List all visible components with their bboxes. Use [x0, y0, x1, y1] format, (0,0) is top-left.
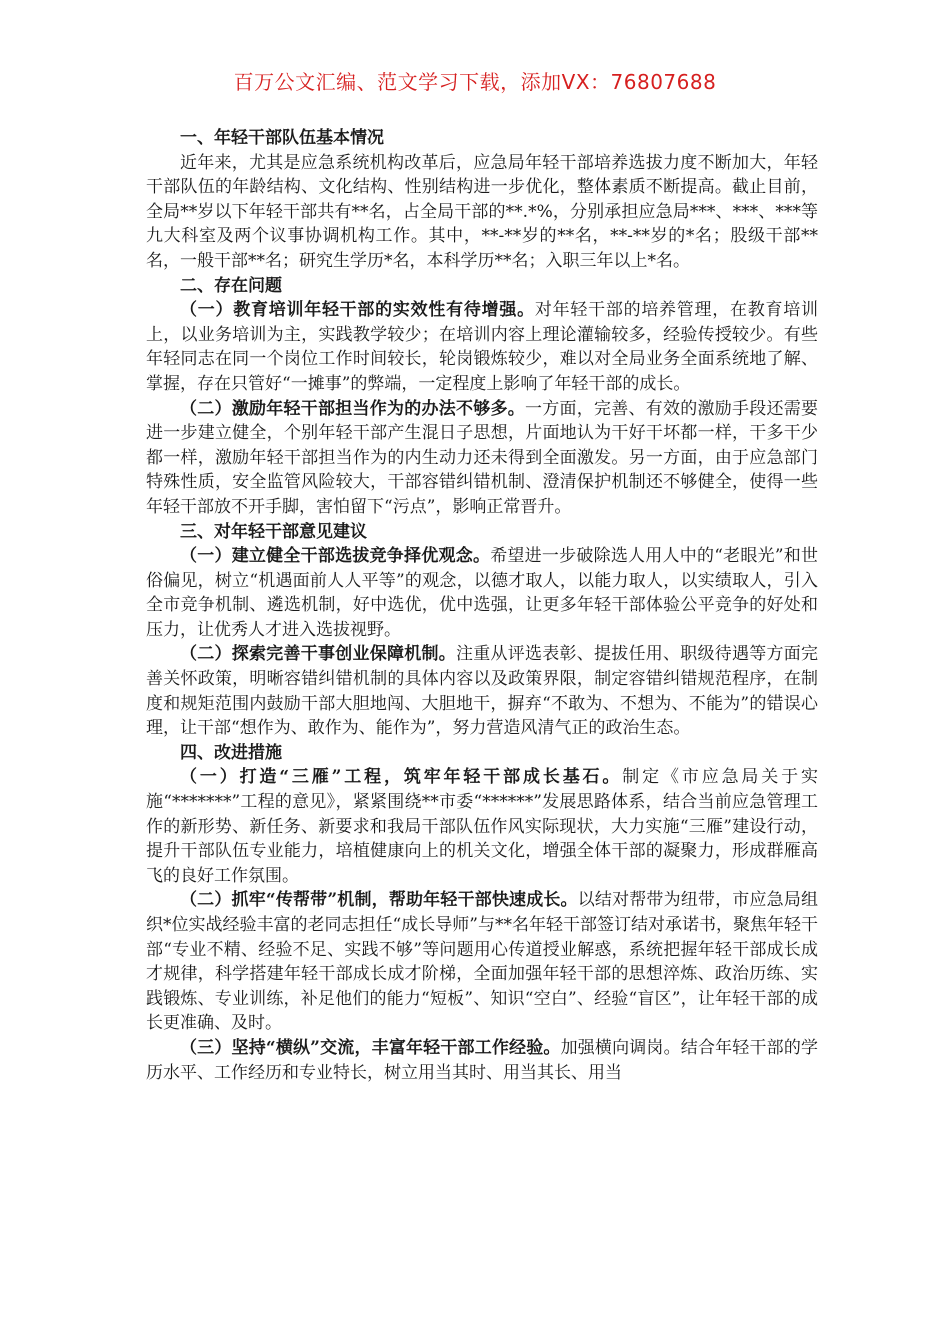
- section-heading-2: 二、存在问题: [180, 275, 282, 296]
- document-body: [146, 126, 818, 1085]
- paragraph: [146, 888, 818, 1036]
- paragraph: [146, 1036, 818, 1085]
- paragraph: [146, 642, 818, 740]
- section-heading-3: 三、对年轻干部意见建议: [180, 521, 367, 542]
- paragraph-lead: （三）坚持“横纵”交流，丰富年轻干部工作经验。: [180, 1037, 561, 1058]
- paragraph-text: 以结对帮带为纽带，市应急局组织*位实战经验丰富的老同志担任“成长导师”与**名年轻干部签订结对承诺书，聚焦年轻干部“专业不精、经验不足、实践不够”等问题用心传道授业解惑，系统把握年轻干部成长成才规律，科学搭建年轻干部成长成才阶梯，全面加强年轻干部的思想淬炼、政治历练、实践锻炼、专业训练，补足他们的能力“短板”、知识“空白”、经验“盲区”，让年轻干部的成长更准确、及时。: [146, 890, 818, 1034]
- paragraph-lead: （一）建立健全干部选拔竞争择优观念。: [180, 546, 491, 567]
- paragraph-text: 注重从评选表彰、提拔任用、职级待遇等方面完善关怀政策，明晰容错纠错机制的具体内容以及政策界限，制定容错纠错规范程序，在制度和规矩范围内鼓励干部大胆地闯、大胆地干，摒弃“不敢为、不想为、不能为”的错误心理，让干部“想作为、敢作为、能作为”，努力营造风清气正的政治生态。: [146, 644, 818, 739]
- paragraph-text: 希望进一步破除选人用人中的“老眼光”和世俗偏见，树立“机遇面前人人平等”的观念，以德才取人，以能力取人，以实绩取人，引入全市竞争机制、遴选机制，好中选优，优中选强，让更多年轻干部体验公平竞争的好处和压力，让优秀人才进入选拔视野。: [146, 546, 818, 640]
- paragraph: [146, 765, 818, 888]
- watermark-banner: 百万公文汇编、范文学习下载，添加VX：76807688: [233, 70, 717, 94]
- paragraph: [146, 298, 818, 396]
- paragraph-text: 加强横向调岗。结合年轻干部的学历水平、工作经历和专业特长，树立用当其时、用当其长、用当: [146, 1037, 818, 1083]
- paragraph: [146, 544, 818, 642]
- paragraph-text: 制定《市应急局关于实施“*******”工程的意见》，紧紧围绕**市委“******”发展思路体系，结合当前应急管理工作的新形势、新任务、新要求和我局干部队伍作风实际现状，大力实施“三雁”建设行动，提升干部队伍专业能力，培植健康向上的机关文化，增强全体干部的凝聚力，形成群雁高飞的良好工作氛围。: [146, 767, 818, 886]
- paragraph-lead: （二）激励年轻干部担当作为的办法不够多。: [180, 398, 525, 419]
- paragraph-lead: （二）抓牢“传帮带”机制，帮助年轻干部快速成长。: [180, 890, 578, 911]
- paragraph-text: 一方面，完善、有效的激励手段还需要进一步建立健全，个别年轻干部产生混日子思想，片面地认为干好干坏都一样，干多干少都一样，激励年轻干部担当作为的内生动力还未得到全面激发。另一方面，由于应急部门特殊性质，安全监管风险较大，干部容错纠错机制、澄清保护机制还不够健全，使得一些年轻干部放不开手脚，害怕留下“污点”，影响正常晋升。: [146, 398, 818, 517]
- paragraph-lead: （一）打造“三雁”工程，筑牢年轻干部成长基石。: [180, 767, 623, 788]
- paragraph-lead: （一）教育培训年轻干部的实效性有待增强。: [180, 300, 535, 321]
- paragraph-text: 对年轻干部的培养管理，在教育培训上，以业务培训为主，实践教学较少；在培训内容上理论灌输较多，经验传授较少。有些年轻同志在同一个岗位工作时间较长，轮岗锻炼较少，难以对全局业务全面系统地了解、掌握，存在只管好“一摊事”的弊端，一定程度上影响了年轻干部的成长。: [146, 300, 819, 394]
- section-heading-1: 一、年轻干部队伍基本情况: [180, 128, 384, 148]
- paragraph: 近年来，尤其是应急系统机构改革后，应急局年轻干部培养选拔力度不断加大，年轻干部队伍的年龄结构、文化结构、性别结构进一步优化，整体素质不断提高。截止目前，全局**岁以下年轻干部共有**名，占全局干部的**.*%，分别承担应急局***、***、***等九大科室及两个议事协调机构工作。其中，**-**岁的**名，**-**岁的*名；股级干部**名，一般干部**名；研究生学历*名，本科学历**名；入职三年以上*名。: [146, 152, 818, 271]
- paragraph: [146, 397, 818, 520]
- paragraph-lead: （二）探索完善干事创业保障机制。: [180, 644, 456, 665]
- section-heading-4: 四、改进措施: [180, 742, 282, 763]
